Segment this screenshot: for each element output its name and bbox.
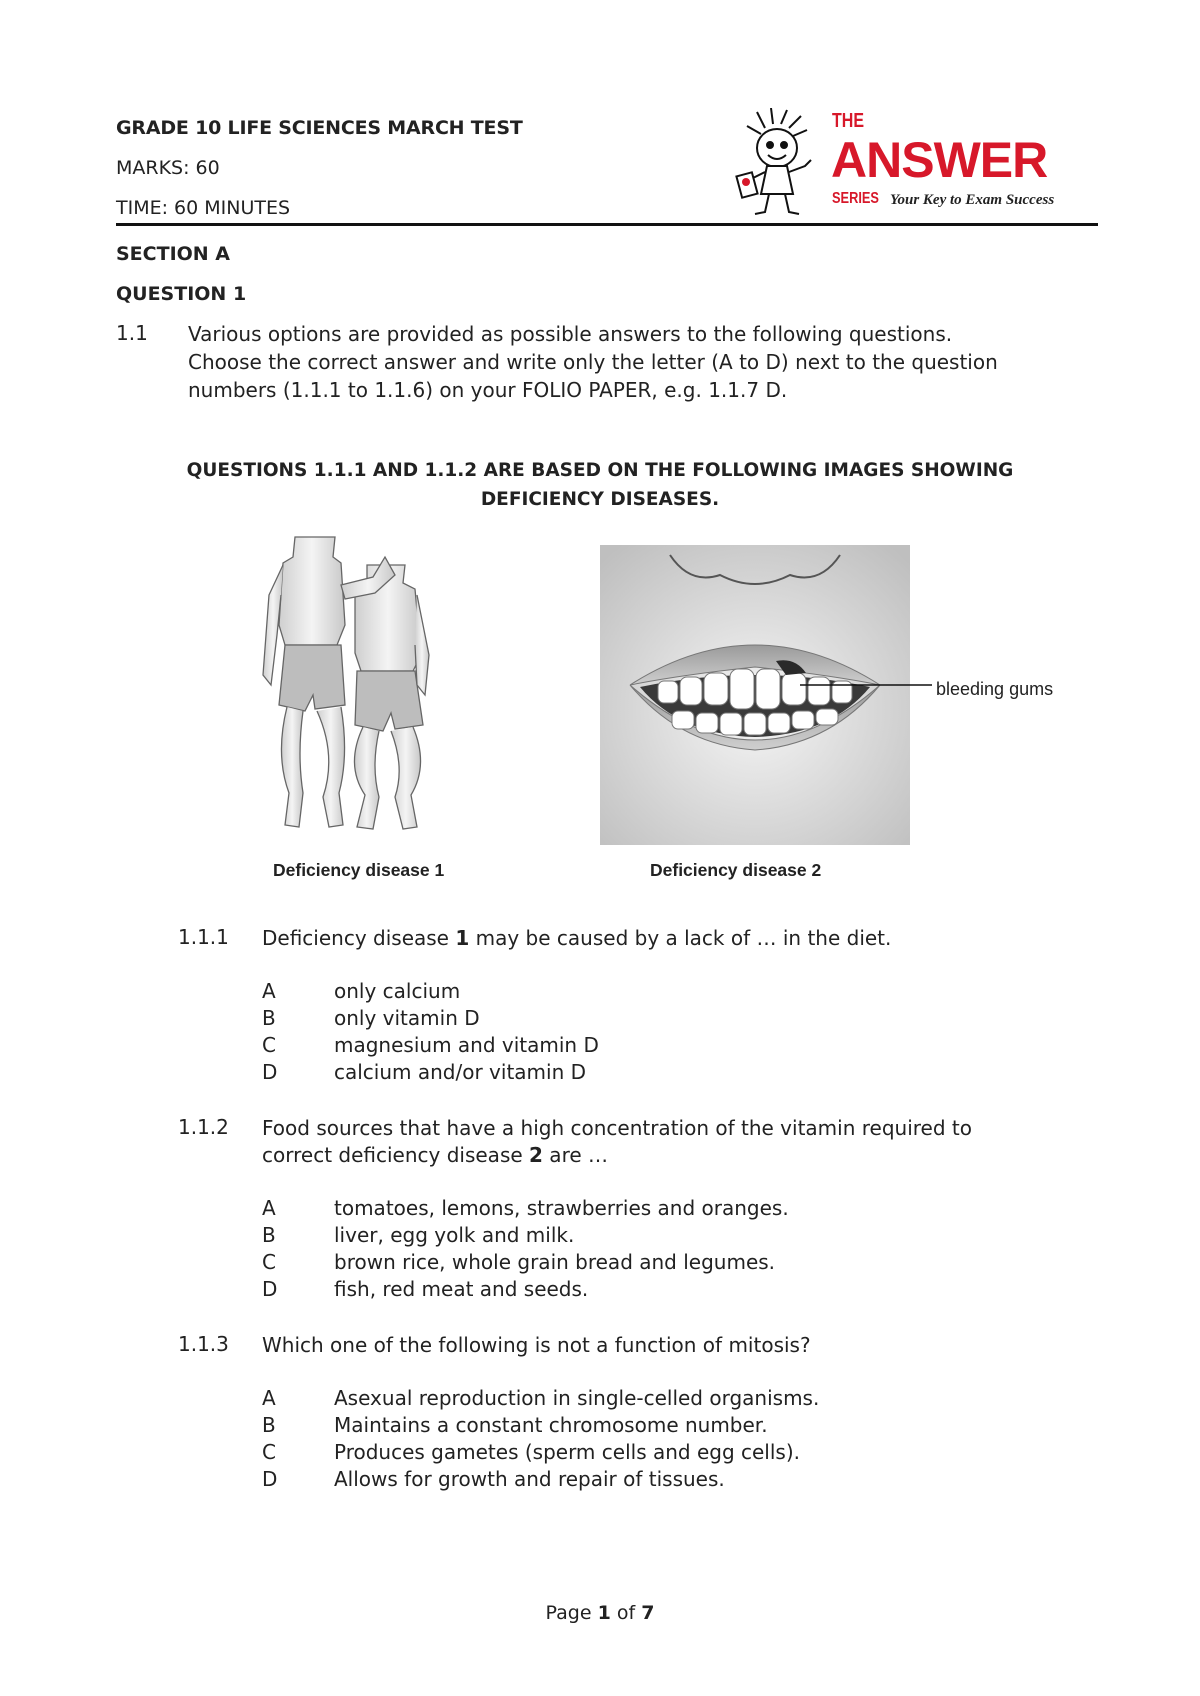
images-heading-line-1: QUESTIONS 1.1.1 AND 1.1.2 ARE BASED ON THE FOLLOWING IMAGES SHOWING	[186, 460, 1014, 481]
rickets-figure	[245, 535, 485, 847]
option-text: only vitamin D	[334, 1006, 480, 1030]
mascot-icon	[735, 108, 830, 218]
option-text: calcium and/or vitamin D	[334, 1060, 587, 1084]
option-letter: B	[262, 1006, 276, 1030]
option-letter: B	[262, 1413, 276, 1437]
instruction-line-3: numbers (1.1.1 to 1.1.6) on your FOLIO PAPER, e.g. 1.1.7 D.	[188, 378, 788, 402]
logo-tagline: Your Key to Exam Success	[890, 192, 1055, 208]
option-text: brown rice, whole grain bread and legumes.	[334, 1250, 776, 1274]
option-text: Produces gametes (sperm cells and egg cells).	[334, 1440, 800, 1464]
scurvy-mouth-figure	[600, 545, 910, 845]
q-number-1-1-3: 1.1.3	[178, 1332, 229, 1356]
figure-caption-1: Deficiency disease 1	[273, 860, 445, 880]
option-letter: D	[262, 1060, 278, 1084]
logo-answer: ANSWER	[831, 132, 1048, 188]
option-text: only calcium	[334, 979, 461, 1003]
option-text: fish, red meat and seeds.	[334, 1277, 589, 1301]
figure-caption-2: Deficiency disease 2	[650, 860, 822, 880]
callout-leader-line	[800, 680, 940, 690]
test-title: GRADE 10 LIFE SCIENCES MARCH TEST	[116, 117, 523, 139]
images-heading-line-2: DEFICIENCY DISEASES.	[480, 489, 720, 510]
option-letter: D	[262, 1277, 278, 1301]
option-letter: C	[262, 1033, 276, 1057]
option-letter: C	[262, 1250, 276, 1274]
answer-series-logo	[735, 108, 1100, 218]
header-divider	[116, 223, 1098, 226]
option-text: Asexual reproduction in single-celled organisms.	[334, 1386, 820, 1410]
q-number-1-1-2: 1.1.2	[178, 1115, 229, 1139]
section-heading: SECTION A	[116, 243, 231, 265]
question-1-1-3-stem: Which one of the following is not a function of mitosis?	[262, 1333, 811, 1357]
option-text: Allows for growth and repair of tissues.	[334, 1467, 725, 1491]
option-letter: A	[262, 1196, 276, 1220]
instruction-line-2: Choose the correct answer and write only the letter (A to D) next to the question	[188, 350, 998, 374]
option-letter: C	[262, 1440, 276, 1464]
q-number-1-1-1: 1.1.1	[178, 925, 229, 949]
option-letter: A	[262, 1386, 276, 1410]
marks-line: MARKS: 60	[116, 157, 220, 179]
option-text: tomatoes, lemons, strawberries and oranges.	[334, 1196, 789, 1220]
logo-series: SERIES	[832, 190, 879, 207]
question-1-1-2-stem-line-2: correct deficiency disease 2 are …	[262, 1143, 609, 1167]
time-line: TIME: 60 MINUTES	[116, 197, 291, 219]
page-footer: Page 1 of 7	[545, 1602, 655, 1624]
instruction-line-1: Various options are provided as possible answers to the following questions.	[188, 322, 953, 346]
option-text: Maintains a constant chromosome number.	[334, 1413, 768, 1437]
option-letter: A	[262, 979, 276, 1003]
q-number-1-1: 1.1	[116, 321, 148, 345]
logo-the: THE	[832, 110, 864, 132]
question-1-1-2-stem-line-1: Food sources that have a high concentration of the vitamin required to	[262, 1116, 972, 1140]
option-letter: D	[262, 1467, 278, 1491]
option-text: liver, egg yolk and milk.	[334, 1223, 575, 1247]
question-1-1-1-stem: Deficiency disease 1 may be caused by a lack of … in the diet.	[262, 926, 892, 950]
question-heading: QUESTION 1	[116, 283, 247, 305]
option-text: magnesium and vitamin D	[334, 1033, 599, 1057]
option-letter: B	[262, 1223, 276, 1247]
bleeding-gums-label: bleeding gums	[936, 679, 1054, 699]
